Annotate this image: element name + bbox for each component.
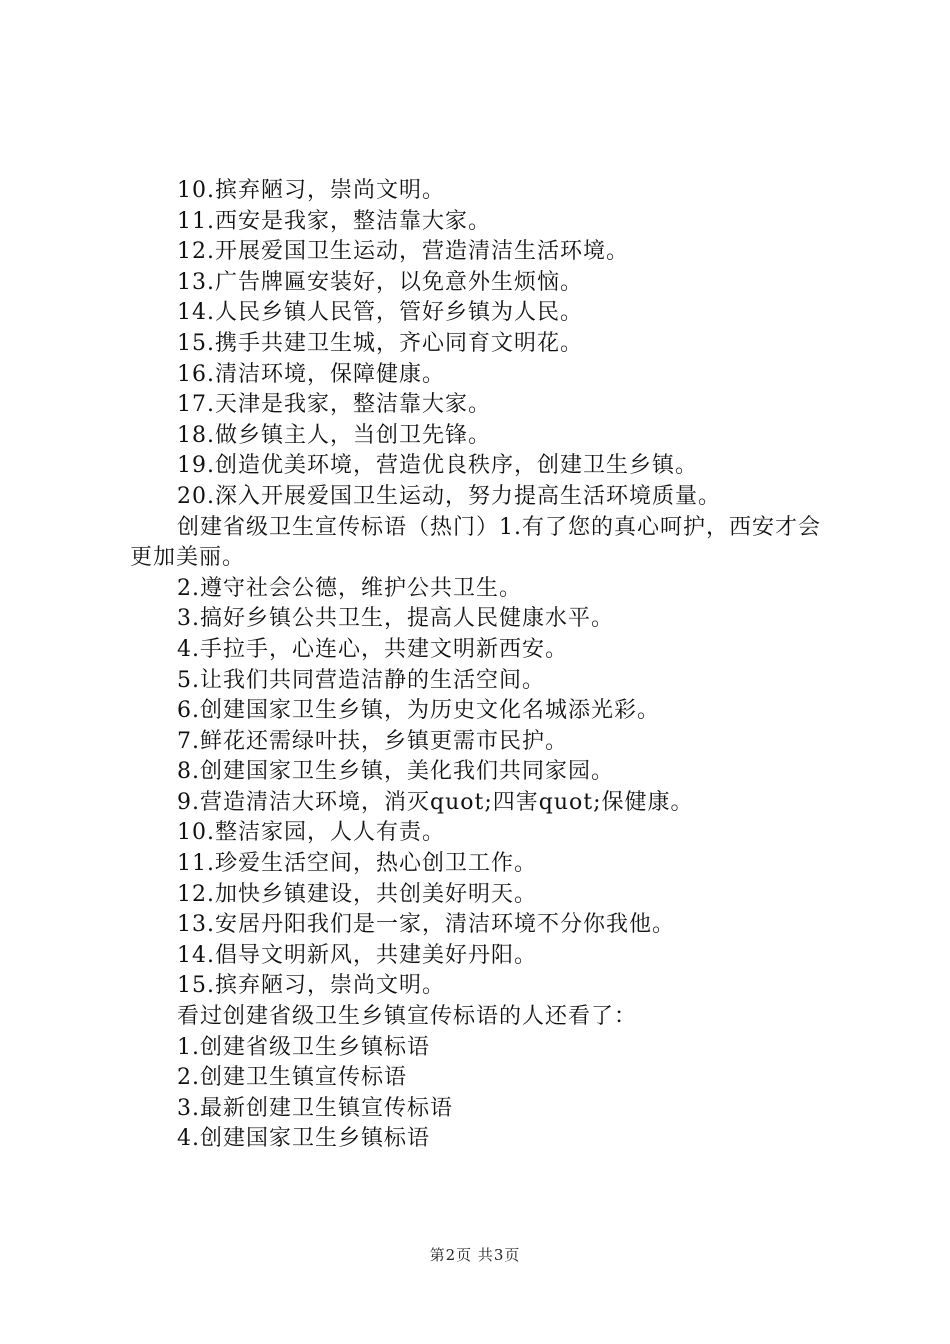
slogan-line: 12.开展爱国卫生运动，营造清洁生活环境。 bbox=[177, 239, 629, 265]
slogan-line: 14.倡导文明新风，共建美好丹阳。 bbox=[177, 942, 537, 968]
related-heading: 看过创建省级卫生乡镇宣传标语的人还看了： bbox=[177, 1004, 638, 1030]
slogan-line: 17.天津是我家，整洁靠大家。 bbox=[177, 392, 491, 418]
section-heading-paragraph: 创建省级卫生宣传标语（热门）1.有了您的真心呵护，西安才会更加美丽。 bbox=[130, 514, 821, 571]
related-link: 3.最新创建卫生镇宣传标语 bbox=[177, 1095, 453, 1121]
slogan-line: 3.搞好乡镇公共卫生，提高人民健康水平。 bbox=[177, 606, 614, 632]
slogan-line: 11.珍爱生活空间，热心创卫工作。 bbox=[177, 851, 537, 877]
slogan-line: 18.做乡镇主人，当创卫先锋。 bbox=[177, 422, 491, 448]
related-link: 2.创建卫生镇宣传标语 bbox=[177, 1065, 407, 1091]
slogan-line: 20.深入开展爱国卫生运动，努力提高生活环境质量。 bbox=[177, 483, 721, 509]
slogan-line: 7.鲜花还需绿叶扶，乡镇更需市民护。 bbox=[177, 728, 568, 754]
slogan-line: 13.广告牌匾安装好，以免意外生烦恼。 bbox=[177, 269, 583, 295]
related-link: 1.创建省级卫生乡镇标语 bbox=[177, 1034, 430, 1060]
document-body bbox=[130, 176, 830, 1155]
slogan-line: 4.手拉手，心连心，共建文明新西安。 bbox=[177, 636, 568, 662]
slogan-line: 10.整洁家园，人人有责。 bbox=[177, 820, 445, 846]
slogan-line: 11.西安是我家，整洁靠大家。 bbox=[177, 208, 491, 234]
slogan-line: 16.清洁环境，保障健康。 bbox=[177, 361, 445, 387]
slogan-line: 8.创建国家卫生乡镇，美化我们共同家园。 bbox=[177, 759, 614, 785]
slogan-line: 14.人民乡镇人民管，管好乡镇为人民。 bbox=[177, 300, 583, 326]
slogan-line: 15.携手共建卫生城，齐心同育文明花。 bbox=[177, 330, 583, 356]
page-footer: 第2页 共3页 bbox=[429, 1246, 521, 1264]
slogan-line: 13.安居丹阳我们是一家，清洁环境不分你我他。 bbox=[177, 912, 675, 938]
slogan-line: 2.遵守社会公德，维护公共卫生。 bbox=[177, 575, 522, 601]
slogan-line: 9.营造清洁大环境，消灭quot;四害quot;保健康。 bbox=[177, 789, 694, 815]
slogan-line: 12.加快乡镇建设，共创美好明天。 bbox=[177, 881, 537, 907]
slogan-line: 10.摈弃陋习，崇尚文明。 bbox=[177, 178, 445, 203]
related-link: 4.创建国家卫生乡镇标语 bbox=[177, 1126, 430, 1152]
slogan-line: 5.让我们共同营造洁静的生活空间。 bbox=[177, 667, 545, 693]
slogan-line: 15.摈弃陋习，崇尚文明。 bbox=[177, 973, 445, 999]
slogan-line: 6.创建国家卫生乡镇，为历史文化名城添光彩。 bbox=[177, 698, 660, 724]
slogan-line: 19.创造优美环境，营造优良秩序，创建卫生乡镇。 bbox=[177, 453, 698, 479]
